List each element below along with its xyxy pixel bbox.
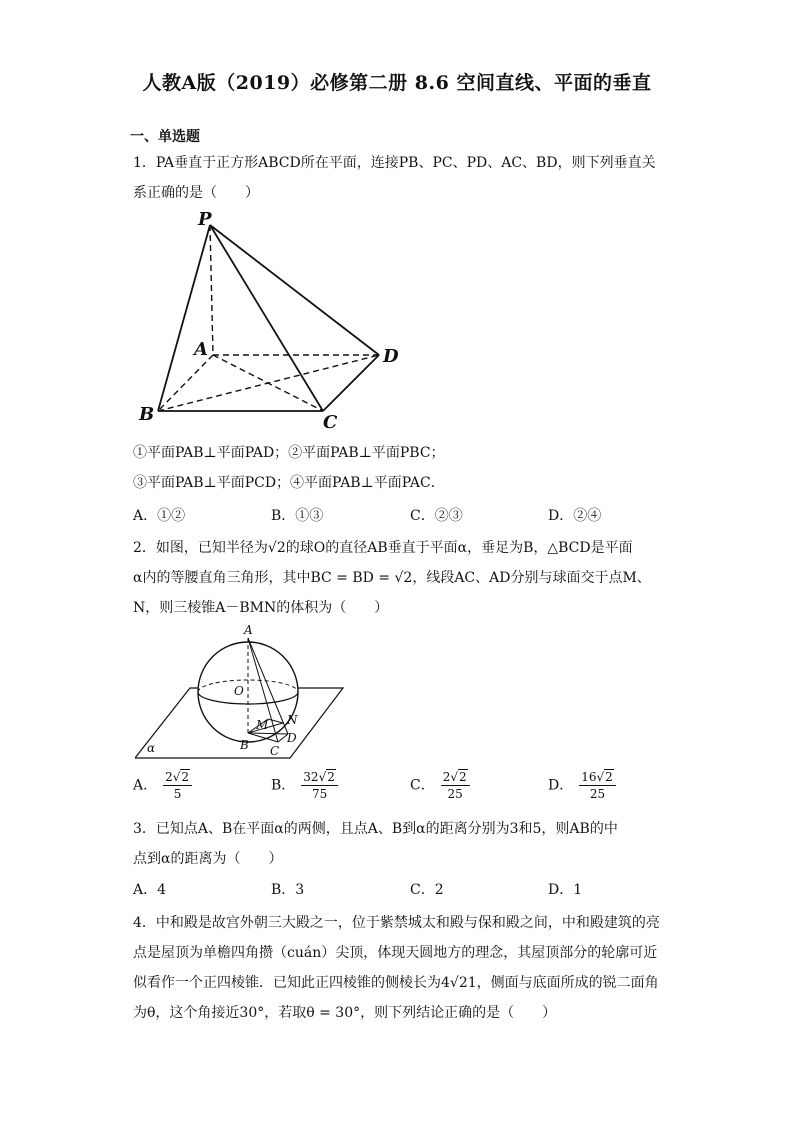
label-A2: A xyxy=(244,623,253,637)
label-B: B xyxy=(139,404,155,425)
label-C: C xyxy=(323,412,338,430)
q2-option-a[interactable]: A． $\frac{2√2}{5}$ xyxy=(133,770,192,801)
q3-stem-line2: 点到α的距离为（ ） xyxy=(133,851,283,867)
q2-stem-line2: α内的等腰直角三角形，其中BC = BD = √2，线段AC、AD分别与球面交于点M、 xyxy=(133,570,651,586)
edge-BD xyxy=(158,355,379,411)
label-D: D xyxy=(383,346,399,367)
q3-option-d[interactable]: D．1 xyxy=(548,882,583,898)
q2-option-c[interactable]: C． $\frac{2√2}{25}$ xyxy=(410,770,470,801)
label-O: O xyxy=(234,684,244,698)
edge-PD xyxy=(210,225,379,355)
label-N: N xyxy=(287,713,298,727)
label-P: P xyxy=(198,209,212,230)
q1-option-a[interactable]: A．①② xyxy=(133,508,186,524)
q2-stem-line3: N，则三棱锥A－BMN的体积为（ ） xyxy=(133,600,389,616)
q3-stem-line1: 3．已知点A、B在平面α的两侧，且点A、B到α的距离分别为3和5，则AB的中 xyxy=(133,821,618,837)
q4-stem-line1: 4．中和殿是故宫外朝三大殿之一，位于紫禁城太和殿与保和殿之间，中和殿建筑的亮 xyxy=(133,915,660,931)
label-alpha: α xyxy=(147,741,156,755)
q1-option-c[interactable]: C．②③ xyxy=(410,508,463,524)
section-heading: 一、单选题 xyxy=(130,129,200,145)
q2-sphere-figure xyxy=(135,620,350,765)
q1-statements-line1: ①平面PAB⊥平面PAD；②平面PAB⊥平面PBC； xyxy=(133,445,445,461)
q1-pyramid-figure xyxy=(130,205,400,430)
q4-stem-line4: 为θ，这个角接近30°，若取θ = 30°，则下列结论正确的是（ ） xyxy=(133,1005,557,1021)
label-A: A xyxy=(194,339,208,360)
q2-option-b[interactable]: B． $\frac{32√2}{75}$ xyxy=(271,770,338,801)
q1-option-b[interactable]: B．①③ xyxy=(271,508,324,524)
page-title: 人教A版（2019）必修第二册 8.6 空间直线、平面的垂直 xyxy=(142,72,652,94)
sphere xyxy=(198,642,298,742)
q4-stem-line3: 似看作一个正四棱锥．已知此正四棱锥的侧棱长为4√21，侧面与底面所成的锐二面角 xyxy=(133,975,659,991)
q2-option-d[interactable]: D． $\frac{16√2}{25}$ xyxy=(548,770,616,801)
label-B2: B xyxy=(240,738,249,752)
q2-stem-line1: 2．如图，已知半径为√2的球O的直径AB垂直于平面α，垂足为B，△BCD是平面 xyxy=(133,540,633,556)
q1-stem-line2: 系正确的是（ ） xyxy=(133,185,259,201)
edge-PB xyxy=(158,225,210,411)
q3-option-b[interactable]: B．3 xyxy=(271,882,305,898)
q1-option-d[interactable]: D．②④ xyxy=(548,508,602,524)
edge-CD xyxy=(323,355,379,411)
q3-option-c[interactable]: C．2 xyxy=(410,882,444,898)
q1-stem-line1: 1．PA垂直于正方形ABCD所在平面，连接PB、PC、PD、AC、BD，则下列垂直关 xyxy=(133,155,656,171)
label-D2: D xyxy=(287,731,297,745)
q3-option-a[interactable]: A．4 xyxy=(133,882,167,898)
label-C2: C xyxy=(270,744,280,758)
q4-stem-line2: 点是屋顶为单檐四角攒（cuán）尖顶，体现天圆地方的理念，其屋顶部分的轮廓可近 xyxy=(133,945,658,961)
q1-statements-line2: ③平面PAB⊥平面PCD；④平面PAB⊥平面PAC． xyxy=(133,475,445,491)
edge-PA xyxy=(210,225,213,355)
label-M: M xyxy=(256,718,269,732)
